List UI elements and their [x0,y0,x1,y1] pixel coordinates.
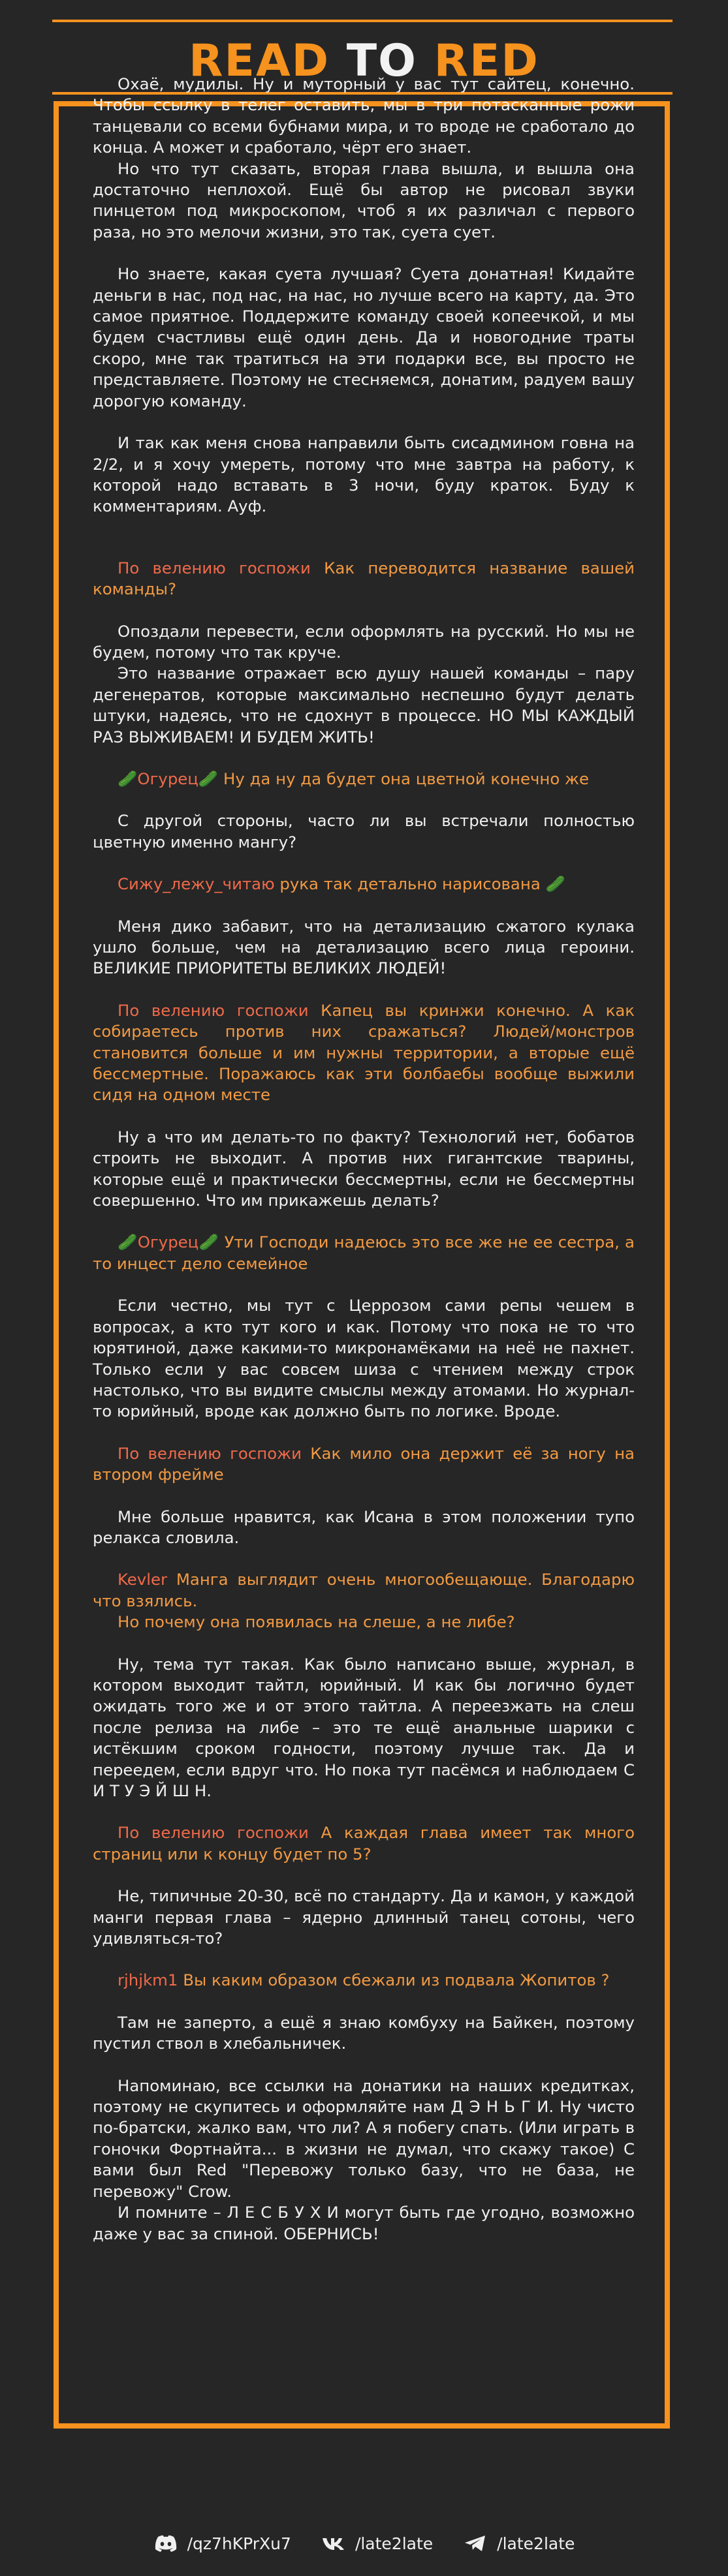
intro-paragraph-1: Охаё, мудилы. Ну и муторный у вас тут сайтец, конечно. Чтобы ссылку в телег оставить, мы в три потасканные рожи танцевали со всеми бубнами мира, и то вроде не сработало до конца. А может и сработало, чёрт его знает. [93,74,635,157]
answer-2: С другой стороны, часто ли вы встречали полностью цветную именно мангу? [93,811,635,851]
answer-4: Ну а что им делать-то по факту? Технологий нет, бобатов строить не выходит. А против них гигантские тварины, которые ещё и практически бессмертны, если не бессмертны совершенно. Что им прикажешь делать? [93,1127,635,1210]
answer-7: Ну, тема тут такая. Как было написано выше, журнал, в котором выходит тайтл, юрийный. И как бы логично будет ожидать того же и от этого тайтла. А переезжать на слеш после релиза на либе – это те ещё анальные шарики с истёкшим сроком годности, поэтому лучше так. Да и переедем, если вдруг что. Но пока тут пасёмся и наблюдаем С И Т У Э Й Ш Н. [93,1654,635,1800]
footer-links [0,2530,728,2556]
title-read: READ [189,35,330,87]
title-to: TO [346,35,417,87]
comment-7-text: Манга выглядит очень многообещающе. Благодарю что взялись. [93,1570,635,1610]
comment-6 [93,1443,635,1486]
comment-2-text: Ну да ну да будет она цветной конечно же [218,769,589,788]
comment-4 [93,1000,635,1106]
outro-paragraph-1: Напоминаю, все ссылки на донатики на наших кредитках, поэтому не скупитесь и оформляйте нам Д Э Н Ь Г И. Ну чисто по-братски, жалко вам, что ли? А я побегу спать. (Или играть в гоночки Фортнайта... в жизни не думал, что скажу такое) С вами был Red "Перевожу только базу, что не база, не перевожу" Crow. [93,2076,635,2201]
comment-9-nick: rjhjkm1 [118,1970,178,1990]
comment-9-text: Вы каким образом сбежали из подвала Жопитов ? [178,1970,610,1990]
discord-icon [153,2534,178,2553]
comment-9 [93,1970,635,1991]
answer-8: Не, типичные 20-30, всё по стандарту. Да и камон, у каждой манги первая глава – ядерно длинный танец сотоны, чего удивляться-то? [93,1886,635,1948]
comment-8 [93,1822,635,1865]
vk-icon [321,2534,346,2553]
comment-5 [93,1232,635,1274]
comment-8-nick: По велению госпожи [118,1823,309,1843]
vk-link[interactable] [321,2534,433,2553]
answer-5: Если честно, мы тут с Церрозом сами репы чешем в вопросах, а кто тут кого и как. Потому что пока не то что юрятиной, даже какими-то микронамёками на неё не пахнет. Только если у вас совсем шиза с чтением между строк настолько, что вы видите смыслы между атомами. Но журнал-то юрийный, вроде как должно быть по логике. Вроде. [93,1296,635,1421]
comment-4-nick: По велению госпожи [118,1000,309,1020]
outro-paragraph-2: И помните – Л Е С Б У Х И могут быть где угодно, возможно даже у вас за спиной. ОБЕРНИСЬ! [93,2203,635,2243]
top-rule [52,20,673,22]
comment-7-nick: Kevler [118,1570,168,1589]
comment-8-text: А каждая глава имеет так много страниц или к концу будет по 5? [93,1823,635,1863]
answer-1a: Опоздали перевести, если оформлять на русский. Но мы не будем, потому что так круче. [93,621,635,662]
comment-1-nick: По велению госпожи [118,558,311,577]
title-red: RED [434,35,539,87]
comment-7 [93,1569,635,1612]
comment-7-line-2: Но почему она появилась на слеше, а не либе? [118,1612,515,1632]
comment-6-text: Как мило она держит её за ногу на втором фрейме [93,1443,635,1484]
answer-3: Меня дико забавит, что на детализацию сжатого кулака ушло больше, чем на детализацию всего лица героини. ВЕЛИКИЕ ПРИОРИТЕТЫ ВЕЛИКИХ ЛЮДЕЙ! [93,916,635,978]
vk-handle: /late2late [355,2534,434,2553]
intro-paragraph-3: Но знаете, какая суета лучшая? Суета донатная! Кидайте деньги в нас, под нас, на нас, но лучше всего на карту, да. Это самое приятное. Поддержите команду своей копеечкой, и мы будем счастливы ещё один день. Да и новогодние траты скоро, мне так тратиться на эти подарки все, вы просто не представляете. Поэтому не стесняемся, донатим, радуем вашу дорогую команду. [93,264,635,410]
comment-3-nick: Сижу_лежу_читаю [118,874,275,894]
telegram-icon [463,2534,488,2553]
comment-3 [93,874,635,895]
comment-5-nick: 🥒Огурец🥒 [118,1233,219,1252]
telegram-link[interactable] [463,2534,575,2553]
comment-5-text: Ути Господи надеюсь это все же не ее сестра, а то инцест дело семейное [93,1233,635,1273]
comment-1-text: Как переводится название вашей команды? [93,558,635,599]
discord-handle: /qz7hKPrXu7 [187,2534,291,2553]
intro-paragraph-2: Но что тут сказать, вторая глава вышла, и вышла она достаточно неплохой. Ещё бы автор не рисовал звуки пинцетом под микроскопом, чтоб я их различал с первого раза, но это мелочи жизни, это так, суета сует. [93,159,635,241]
intro-paragraph-4: И так как меня снова направили быть сисадмином говна на 2/2, и я хочу умереть, потому что мне завтра на работу, к которой надо вставать в 3 ночи, буду краток. Буду к комментариям. Ауф. [93,433,635,516]
content-text [93,74,635,2245]
answer-9: Там не заперто, а ещё я знаю комбуху на Байкен, поэтому пустил ствол в хлебальничек. [93,2012,635,2053]
comment-3-text: рука так детально нарисована 🥒 [274,874,565,894]
answer-6: Мне больше нравится, как Исана в этом положении тупо релакса словила. [93,1507,635,1547]
comment-1 [93,558,635,600]
telegram-handle: /late2late [497,2534,575,2553]
comment-6-nick: По велению госпожи [118,1443,302,1463]
comment-2 [93,769,635,790]
answer-1b: Это название отражает всю душу нашей команды – пару дегенератов, которые максимально неспешно будут делать штуки, надеясь, что не сдохнут в процессе. НО МЫ КАЖДЫЙ РАЗ ВЫЖИВАЕМ! И БУДЕМ ЖИТЬ! [93,664,635,746]
discord-link[interactable] [153,2534,291,2553]
comment-2-nick: 🥒Огурец🥒 [118,769,219,788]
comment-4-text: Капец вы кринжи конечно. А как собираетесь против них сражаться? Людей/монстров становится больше и им нужны территории, а вторые ещё бессмертные. Поражаюсь как эти болбаебы вообще выжили сидя на одном месте [93,1000,635,1105]
